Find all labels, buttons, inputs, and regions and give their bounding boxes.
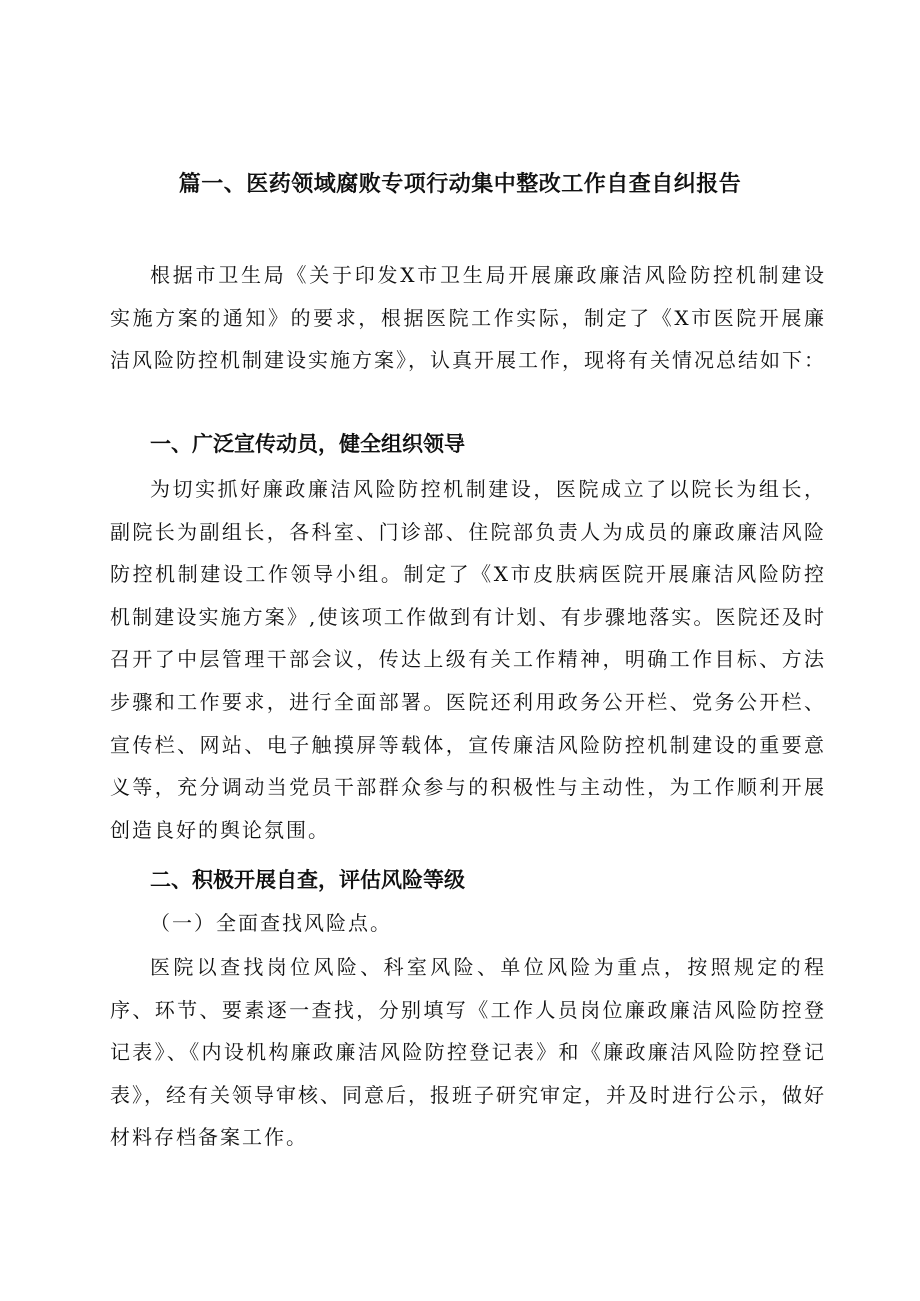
section-2-paragraph: 医院以查找岗位风险、科室风险、单位风险为重点，按照规定的程序、环节、要素逐一查找，分别填写《工作人员岗位廉政廉洁风险防控登记表》、《内设机构廉政廉洁风险防控登记表》和《廉政廉洁风险防控登记表》，经有关领导审核、同意后，报班子研究审定，并及时进行公示，做好材料存档备案工作。 [110,955,826,1150]
document-title: 篇一、医药领域腐败专项行动集中整改工作自查自纠报告 [178,172,742,197]
section-2-subheading: （一）全面查找风险点。 [150,911,392,935]
section-2-heading: 二、积极开展自查，评估风险等级 [150,868,465,892]
section-1-paragraph: 为切实抓好廉政廉洁风险防控机制建设，医院成立了以院长为组长，副院长为副组长，各科室、门诊部、住院部负责人为成员的廉政廉洁风险防控机制建设工作领导小组。制定了《X市皮肤病医院开展廉洁风险防控机制建设实施方案》,使该项工作做到有计划、有步骤地落实。医院还及时召开了中层管理干部会议，传达上级有关工作精神，明确工作目标、方法步骤和工作要求，进行全面部署。医院还利用政务公开栏、党务公开栏、宣传栏、网站、电子触摸屏等载体，宣传廉洁风险防控机制建设的重要意义等，充分调动当党员干部群众参与的积极性与主动性，为工作顺利开展创造良好的舆论氛围。 [110,477,826,842]
intro-paragraph: 根据市卫生局《关于印发X市卫生局开展廉政廉洁风险防控机制建设实施方案的通知》的要求，根据医院工作实际，制定了《X市医院开展廉洁风险防控机制建设实施方案》，认真开展工作，现将有关情况总结如下： [110,263,826,373]
section-1-heading: 一、广泛宣传动员，健全组织领导 [150,432,465,456]
